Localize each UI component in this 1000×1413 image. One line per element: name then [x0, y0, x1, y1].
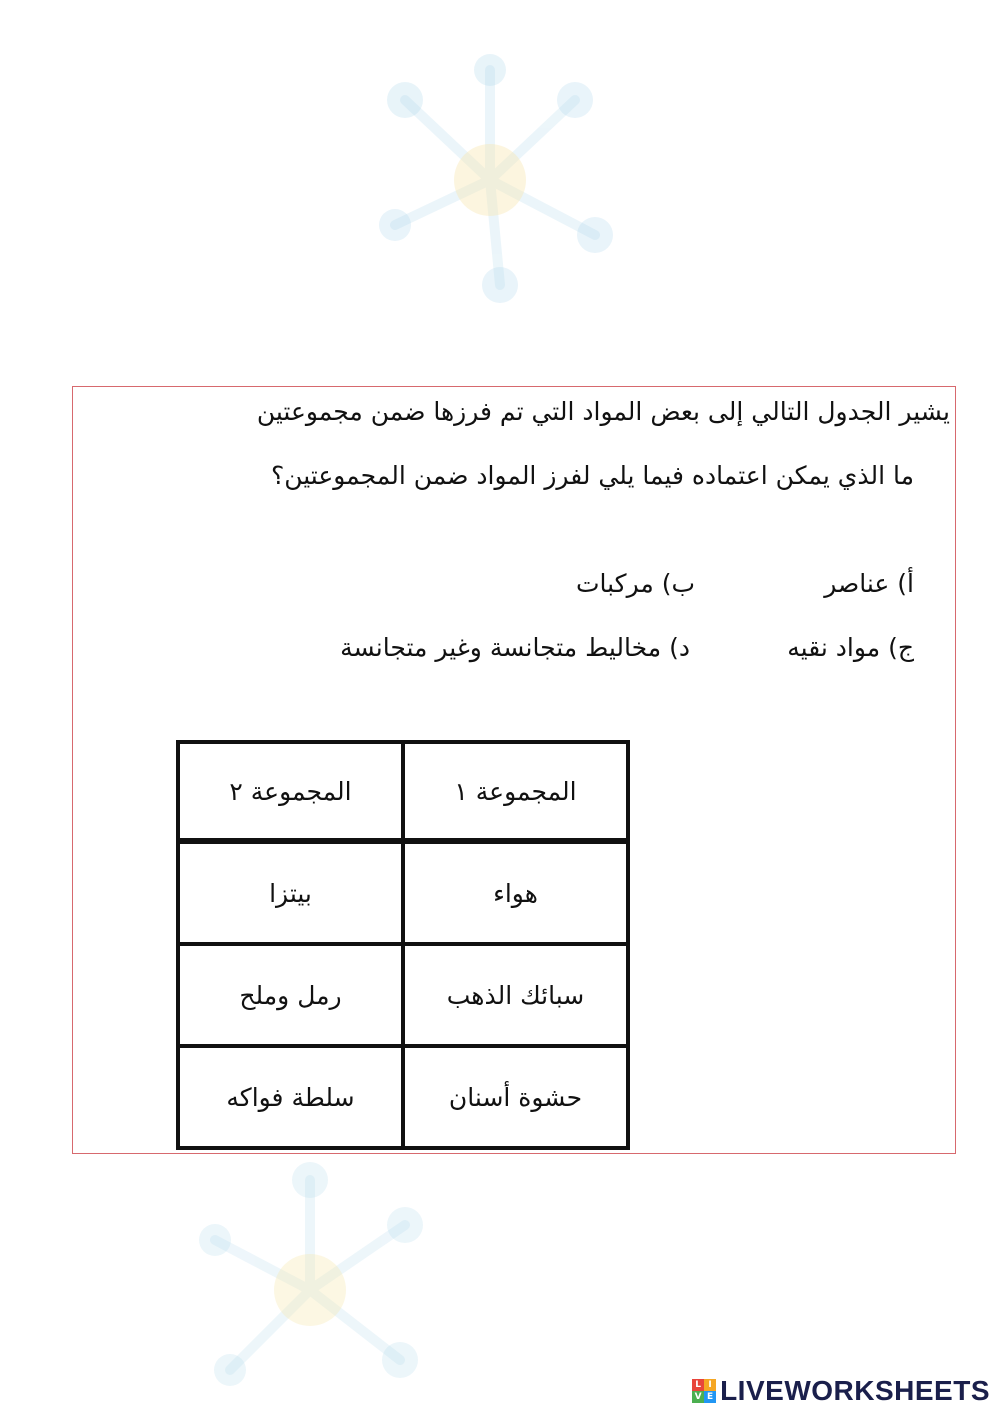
table-cell: بيتزا: [178, 841, 403, 944]
table-cell: حشوة أسنان: [403, 1046, 628, 1148]
logo-letter-v: V: [692, 1391, 704, 1403]
logo-letter-e: E: [704, 1391, 716, 1403]
option-d[interactable]: د) مخاليط متجانسة وغير متجانسة: [340, 633, 690, 662]
group-1-header: المجموعة ١: [403, 742, 628, 841]
table-row: [178, 841, 628, 944]
table-row: [178, 1046, 628, 1148]
question-line-2: ما الذي يمكن اعتماده فيما يلي لفرز المواد ضمن المجموعتين؟: [270, 461, 914, 490]
option-b[interactable]: ب) مركبات: [575, 569, 695, 598]
question-line-1: يشير الجدول التالي إلى بعض المواد التي تم فرزها ضمن مجموعتين: [256, 397, 950, 426]
logo-letter-i: I: [704, 1379, 716, 1391]
option-a[interactable]: أ) عناصر: [824, 569, 914, 598]
table-cell: هواء: [403, 841, 628, 944]
logo-letter-l: L: [692, 1379, 704, 1391]
liveworksheets-logo-icon: [692, 1379, 716, 1403]
brand-name: LIVEWORKSHEETS: [720, 1375, 990, 1406]
table-cell: سبائك الذهب: [403, 944, 628, 1046]
table-cell: رمل وملح: [178, 944, 403, 1046]
molecule-watermark-icon: [350, 50, 630, 320]
table-row: [178, 944, 628, 1046]
table-cell: سلطة فواكه: [178, 1046, 403, 1148]
option-c[interactable]: ج) مواد نقيه: [787, 633, 914, 662]
table-header-row: [178, 742, 628, 841]
molecule-watermark-icon: [170, 1150, 450, 1410]
group-2-header: المجموعة ٢: [178, 742, 403, 841]
liveworksheets-brand: [692, 1376, 990, 1406]
groups-table: [176, 740, 630, 1150]
